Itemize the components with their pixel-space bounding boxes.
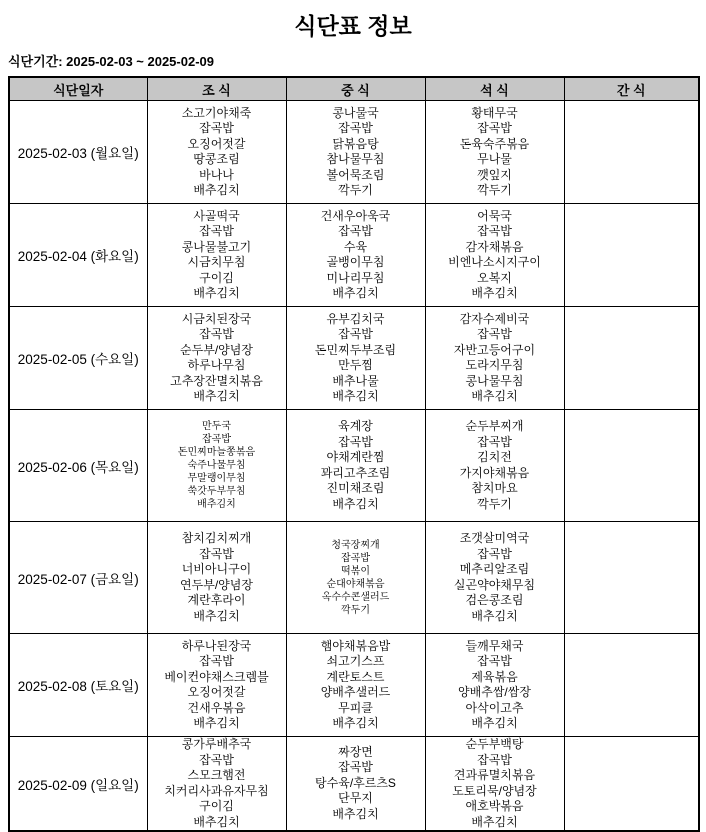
menu-item: 너비아니구이 xyxy=(181,562,252,576)
menu-item: 도라지무침 xyxy=(465,358,524,372)
menu-item: 잡곡밥 xyxy=(338,121,373,135)
menu-item: 미나리무침 xyxy=(326,270,385,285)
meal-cell-dinner xyxy=(425,634,564,737)
menu-item: 단무지 xyxy=(338,791,373,806)
menu-item: 오징어젓갈 xyxy=(187,685,246,699)
menu-item: 배추김치 xyxy=(193,608,240,623)
menu-item: 배추김치 xyxy=(332,286,379,300)
table-header-row xyxy=(9,77,699,101)
meal-cell-lunch xyxy=(286,522,425,634)
menu-item: 잡곡밥 xyxy=(477,546,512,561)
menu-item: 조갯살미역국 xyxy=(459,531,530,545)
menu-item: 김치전 xyxy=(477,450,512,464)
menu-item: 배추김치 xyxy=(197,499,236,510)
menu-item: 무말랭이무침 xyxy=(187,473,246,484)
meal-cell-lunch xyxy=(286,737,425,832)
menu-item: 잡곡밥 xyxy=(202,434,231,445)
menu-item: 바나나 xyxy=(199,167,234,182)
menu-item: 잡곡밥 xyxy=(199,327,234,341)
menu-item: 골뱅이무침 xyxy=(326,255,385,269)
menu-item: 시금치무침 xyxy=(187,255,246,269)
meal-cell-lunch xyxy=(286,307,425,410)
menu-item: 꽈리고추조림 xyxy=(320,465,391,480)
menu-item: 잡곡밥 xyxy=(338,224,373,238)
menu-item: 소고기야채죽 xyxy=(181,105,252,120)
menu-item: 유부김치국 xyxy=(326,311,385,326)
menu-item: 배추김치 xyxy=(332,389,379,403)
menu-item: 콩나물무침 xyxy=(465,373,524,388)
meal-cell-dinner xyxy=(425,410,564,522)
menu-item: 비엔나소시지구이 xyxy=(448,255,541,269)
menu-item: 돈민찌마늘쫑볶음 xyxy=(177,447,256,458)
menu-item: 검은콩조림 xyxy=(465,593,524,607)
meal-cell-breakfast xyxy=(147,307,286,410)
menu-item: 순두부찌개 xyxy=(465,419,524,433)
menu-item: 깻잎지 xyxy=(477,167,512,182)
meal-cell-lunch xyxy=(286,634,425,737)
table-row xyxy=(9,307,699,410)
menu-item: 깍두기 xyxy=(477,183,512,197)
menu-item: 잡곡밥 xyxy=(199,224,234,238)
menu-item: 배추김치 xyxy=(193,183,240,197)
menu-item: 잡곡밥 xyxy=(338,760,373,775)
period-label: 식단기간: 2025-02-03 ~ 2025-02-09 xyxy=(8,54,214,69)
menu-item: 땅콩조림 xyxy=(193,152,240,166)
menu-item: 배추김치 xyxy=(471,814,518,829)
menu-item: 치커리사과유자무침 xyxy=(164,783,269,798)
table-row xyxy=(9,101,699,204)
menu-item: 쇠고기스프 xyxy=(326,654,385,668)
menu-item: 깍두기 xyxy=(341,604,370,616)
menu-item: 무피클 xyxy=(338,700,373,715)
meal-cell-snack xyxy=(564,204,699,307)
menu-item: 연두부/양념장 xyxy=(180,577,253,592)
menu-item: 하루나된장국 xyxy=(181,638,252,653)
header-snack: 간 식 xyxy=(564,77,699,101)
menu-item: 참나물무침 xyxy=(326,152,385,166)
menu-item: 배추김치 xyxy=(332,716,379,730)
menu-item: 짜장면 xyxy=(338,744,373,759)
meal-cell-snack xyxy=(564,101,699,204)
menu-item: 배추김치 xyxy=(193,389,240,403)
menu-item: 배추김치 xyxy=(193,286,240,300)
meal-cell-breakfast xyxy=(147,204,286,307)
menu-item: 들깨무채국 xyxy=(465,638,524,653)
menu-item: 참치마요 xyxy=(471,481,518,495)
menu-item: 제육볶음 xyxy=(471,669,518,684)
menu-item: 양배추샐러드 xyxy=(320,685,391,699)
meal-table-body xyxy=(9,101,699,832)
menu-item: 가지야채볶음 xyxy=(459,465,530,480)
menu-item: 진미채조림 xyxy=(326,481,385,495)
header-breakfast: 조 식 xyxy=(147,77,286,101)
menu-item: 햄야채볶음밥 xyxy=(320,638,391,653)
menu-item: 시금치된장국 xyxy=(181,311,252,326)
menu-item: 무나물 xyxy=(477,152,512,166)
menu-item: 잡곡밥 xyxy=(477,434,512,449)
meal-cell-breakfast xyxy=(147,634,286,737)
menu-item: 콩가루배추국 xyxy=(181,737,252,751)
table-row xyxy=(9,737,699,832)
menu-item: 잡곡밥 xyxy=(477,121,512,135)
header-dinner: 석 식 xyxy=(425,77,564,101)
meal-cell-dinner xyxy=(425,737,564,832)
menu-item: 배추나물 xyxy=(332,373,379,388)
menu-item: 볼어묵조림 xyxy=(326,167,385,182)
meal-cell-snack xyxy=(564,307,699,410)
menu-item: 오징어젓갈 xyxy=(187,136,246,151)
menu-item: 배추김치 xyxy=(471,389,518,403)
menu-item: 메추리알조림 xyxy=(459,562,530,576)
menu-item: 잡곡밥 xyxy=(199,546,234,561)
meal-cell-breakfast xyxy=(147,410,286,522)
menu-item: 숙주나물무침 xyxy=(187,460,246,471)
menu-item: 돈민찌두부조림 xyxy=(314,342,397,357)
menu-item: 잡곡밥 xyxy=(477,224,512,238)
menu-item: 스모크햄전 xyxy=(187,768,246,782)
menu-item: 쑥갓두부무침 xyxy=(187,486,246,497)
menu-item: 잡곡밥 xyxy=(199,654,234,668)
meal-cell-snack xyxy=(564,634,699,737)
menu-item: 잡곡밥 xyxy=(341,552,370,564)
menu-item: 떡볶이 xyxy=(341,565,370,577)
menu-item: 사골떡국 xyxy=(193,208,240,223)
meal-cell-dinner xyxy=(425,204,564,307)
menu-item: 견과류멸치볶음 xyxy=(453,768,536,782)
page-title: 식단표 정보 xyxy=(294,13,412,39)
menu-item: 아삭이고추 xyxy=(465,700,524,715)
header-date: 식단일자 xyxy=(9,77,147,101)
header-lunch: 중 식 xyxy=(286,77,425,101)
menu-item: 배추김치 xyxy=(471,716,518,730)
menu-item: 콩나물국 xyxy=(332,105,379,120)
meal-date: 2025-02-08 (토요일) xyxy=(9,634,147,737)
menu-item: 잡곡밥 xyxy=(477,327,512,341)
menu-item: 어묵국 xyxy=(477,208,512,223)
menu-item: 순두부/양념장 xyxy=(180,342,253,357)
meal-date: 2025-02-04 (화요일) xyxy=(9,204,147,307)
menu-item: 하루나무침 xyxy=(187,358,246,372)
menu-item: 순대야채볶음 xyxy=(326,578,385,590)
menu-item: 참치김치찌개 xyxy=(181,531,252,545)
meal-date: 2025-02-07 (금요일) xyxy=(9,522,147,634)
menu-item: 실곤약야채무침 xyxy=(453,577,536,592)
meal-cell-dinner xyxy=(425,522,564,634)
menu-item: 황태무국 xyxy=(471,105,518,120)
menu-item: 감자채볶음 xyxy=(465,239,524,254)
menu-item: 잡곡밥 xyxy=(199,752,234,767)
menu-item: 고추장잔멸치볶음 xyxy=(170,373,263,388)
table-row xyxy=(9,410,699,522)
menu-item: 계란후라이 xyxy=(187,593,246,607)
menu-item: 깍두기 xyxy=(477,496,512,511)
menu-item: 만두찜 xyxy=(338,358,373,372)
menu-item: 잡곡밥 xyxy=(338,434,373,449)
table-row xyxy=(9,522,699,634)
menu-item: 애호박볶음 xyxy=(465,799,524,813)
meal-date: 2025-02-03 (월요일) xyxy=(9,101,147,204)
menu-item: 잡곡밥 xyxy=(477,654,512,668)
menu-item: 옥수수콘샐러드 xyxy=(321,591,390,603)
menu-item: 육계장 xyxy=(338,419,373,433)
menu-item: 청국장찌개 xyxy=(331,539,380,551)
meal-cell-lunch xyxy=(286,410,425,522)
menu-item: 닭볶음탕 xyxy=(332,136,379,151)
menu-item: 건새우아욱국 xyxy=(320,208,391,223)
meal-cell-snack xyxy=(564,737,699,832)
meal-cell-lunch xyxy=(286,101,425,204)
menu-item: 깍두기 xyxy=(338,183,373,197)
meal-cell-breakfast xyxy=(147,101,286,204)
menu-item: 배추김치 xyxy=(193,716,240,730)
menu-item: 배추김치 xyxy=(471,286,518,300)
meal-cell-dinner xyxy=(425,101,564,204)
meal-cell-breakfast xyxy=(147,737,286,832)
menu-item: 감자수제비국 xyxy=(459,311,530,326)
meal-cell-dinner xyxy=(425,307,564,410)
menu-item: 배추김치 xyxy=(193,814,240,829)
meal-plan-table xyxy=(8,76,700,832)
meal-cell-snack xyxy=(564,410,699,522)
menu-item: 돈육숙주볶음 xyxy=(459,136,530,151)
menu-item: 만두국 xyxy=(202,421,231,432)
meal-date: 2025-02-06 (목요일) xyxy=(9,410,147,522)
meal-date: 2025-02-05 (수요일) xyxy=(9,307,147,410)
menu-item: 잡곡밥 xyxy=(338,327,373,341)
meal-cell-lunch xyxy=(286,204,425,307)
menu-item: 탕수육/후르츠S xyxy=(315,775,396,790)
menu-item: 야채계란찜 xyxy=(326,450,385,464)
menu-item: 구이김 xyxy=(199,799,234,813)
menu-item: 양배추쌈/쌈장 xyxy=(458,685,531,699)
meal-date: 2025-02-09 (일요일) xyxy=(9,737,147,832)
menu-item: 자반고등어구이 xyxy=(453,342,536,357)
menu-item: 콩나물불고기 xyxy=(181,239,252,254)
menu-item: 오복지 xyxy=(477,270,512,285)
menu-item: 수육 xyxy=(343,239,368,254)
menu-item: 도토리묵/양념장 xyxy=(452,783,537,798)
menu-item: 배추김치 xyxy=(332,496,379,511)
menu-item: 배추김치 xyxy=(332,806,379,821)
menu-item: 구이김 xyxy=(199,270,234,285)
menu-item: 순두부백탕 xyxy=(465,737,524,751)
menu-item: 건새우볶음 xyxy=(187,700,246,715)
meal-cell-breakfast xyxy=(147,522,286,634)
table-row xyxy=(9,634,699,737)
menu-item: 베이컨야채스크렘블 xyxy=(164,669,269,684)
menu-item: 잡곡밥 xyxy=(477,752,512,767)
table-row xyxy=(9,204,699,307)
menu-item: 계란토스트 xyxy=(326,669,385,684)
meal-cell-snack xyxy=(564,522,699,634)
menu-item: 배추김치 xyxy=(471,608,518,623)
menu-item: 잡곡밥 xyxy=(199,121,234,135)
